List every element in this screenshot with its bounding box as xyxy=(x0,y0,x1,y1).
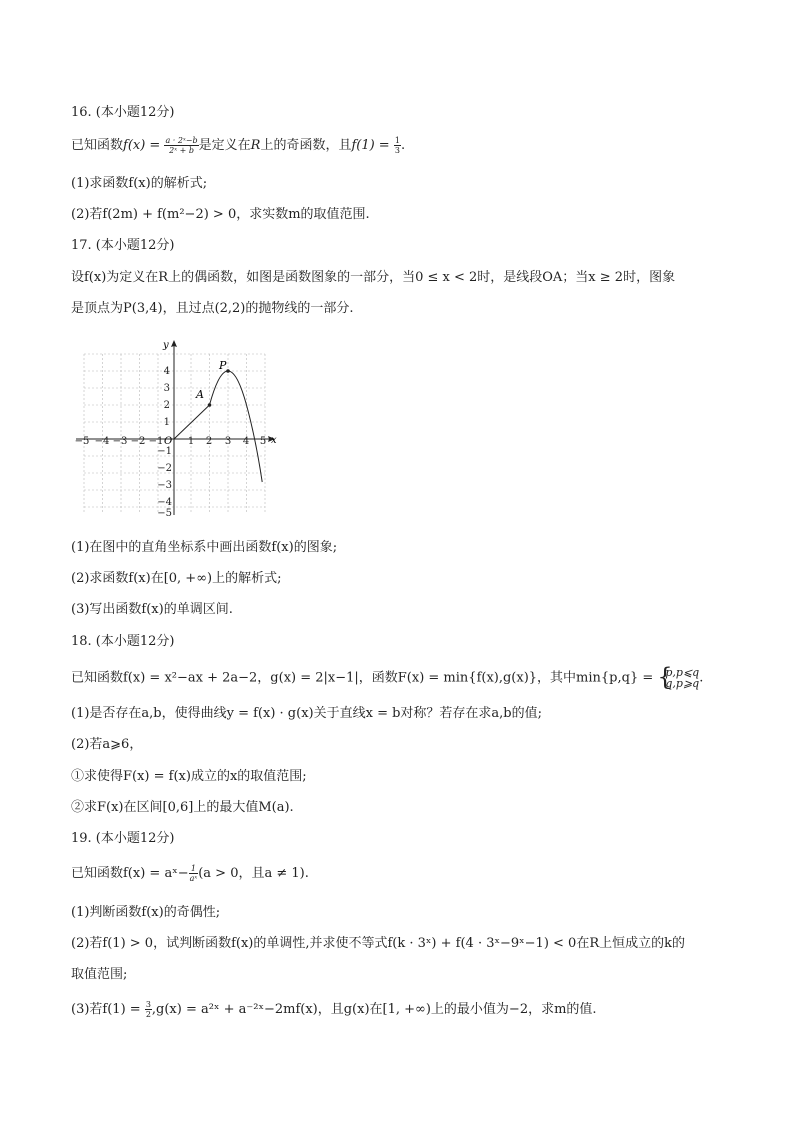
x-tick-label: −2 xyxy=(130,436,146,447)
x-tick-label: −4 xyxy=(94,436,110,447)
q16-frac-denominator: 2ˣ + b xyxy=(169,146,194,155)
y-tick-label: −4 xyxy=(157,497,172,508)
q19-part2-line1: (2)若f(1) > 0，试判断函数f(x)的单调性,并求使不等式f(k · 3ˣ) + f(4 · 3ˣ−9ˣ−1) < 0在R上恒成立的k的 xyxy=(71,936,685,951)
q17-part1: (1)在图中的直角坐标系中画出函数f(x)的图象; xyxy=(71,540,338,555)
origin-label: O xyxy=(164,436,173,447)
y-tick-label: 4 xyxy=(163,366,170,377)
q19-part3 xyxy=(71,1000,597,1020)
q16-part1: (1)求函数f(x)的解析式; xyxy=(71,176,208,191)
q17-part2: (2)求函数f(x)在[0, +∞)上的解析式; xyxy=(71,571,282,586)
q16-stem-f1: f(1) = xyxy=(351,138,394,153)
q19-stem-pre: 已知函数f(x) = aˣ− xyxy=(71,866,189,881)
q16-stem-mid: 是定义在 xyxy=(198,138,251,153)
x-tick-label: 2 xyxy=(205,436,213,447)
y-tick-label: 1 xyxy=(163,417,170,428)
q19-part1: (1)判断函数f(x)的奇偶性; xyxy=(71,905,221,920)
point-P-label: P xyxy=(219,359,227,372)
q16-stem-mid2: 上的奇函数，且 xyxy=(260,138,352,153)
q19-part3-pre: (3)若f(1) = xyxy=(71,1002,145,1017)
q19-part3-denominator: 2 xyxy=(145,1010,151,1019)
q18-part2: (2)若a⩾6， xyxy=(71,737,143,752)
y-tick-label: 3 xyxy=(163,383,170,394)
q19-stem xyxy=(71,864,309,884)
q19-part2-line2: 取值范围; xyxy=(71,967,128,982)
q18-stem xyxy=(71,667,703,689)
x-tick-label: 5 xyxy=(259,436,267,447)
q16-stem xyxy=(71,136,405,156)
q16-stem-R: R xyxy=(250,138,261,153)
q16-f1-numerator: 1 xyxy=(394,136,400,145)
q19-part3-fraction xyxy=(145,1000,152,1019)
q19-frac-numerator: 1 xyxy=(189,864,199,874)
x-tick-label: 4 xyxy=(242,436,250,447)
q16-fraction xyxy=(164,136,198,155)
point-A-marker xyxy=(208,403,212,407)
y-axis-label: y xyxy=(163,340,169,351)
q17-graph xyxy=(72,336,282,520)
x-tick-label: −3 xyxy=(112,436,128,447)
q18-case-2: q,p⩾q xyxy=(665,677,700,690)
x-tick-label: −5 xyxy=(74,436,90,447)
point-P-marker xyxy=(226,369,230,373)
q19-fraction xyxy=(189,864,199,883)
q18-part2a: ①求使得F(x) = f(x)成立的x的取值范围; xyxy=(71,769,307,784)
q16-part2: (2)若f(2m) + f(m²−2) > 0，求实数m的取值范围. xyxy=(71,207,370,222)
y-tick-label: 2 xyxy=(163,400,170,411)
q17-header: 17. (本小题12分) xyxy=(71,238,175,253)
point-A-label: A xyxy=(196,388,204,401)
q19-stem-post: (a > 0，且a ≠ 1). xyxy=(198,866,309,881)
q18-part2b: ②求F(x)在区间[0,6]上的最大值M(a). xyxy=(71,800,294,815)
q16-frac-numerator: a · 2ˣ−b xyxy=(165,136,198,145)
x-tick-label: −1 xyxy=(148,436,164,447)
q16-stem-fx: f(x) = xyxy=(123,138,165,153)
x-tick-label: 1 xyxy=(187,436,195,447)
q19-header: 19. (本小题12分) xyxy=(71,831,175,846)
q18-header: 18. (本小题12分) xyxy=(71,634,175,649)
q17-stem-line2: 是顶点为P(3,4)，且过点(2,2)的抛物线的一部分. xyxy=(71,301,354,316)
q18-stem-end: . xyxy=(699,670,704,686)
q18-case-1: { p,p⩽q xyxy=(665,666,700,679)
y-tick-label: −3 xyxy=(157,480,172,491)
q16-stem-pre: 已知函数 xyxy=(71,138,124,153)
parabola-curve xyxy=(210,371,263,482)
q17-part3: (3)写出函数f(x)的单调区间. xyxy=(71,602,233,617)
q16-f1-fraction xyxy=(394,136,401,155)
q17-stem-line1: 设f(x)为定义在R上的偶函数，如图是函数图象的一部分，当0 ≤ x < 2时，是线段OA；当x ≥ 2时，图象 xyxy=(71,270,676,285)
q16-f1-denominator: 3 xyxy=(394,146,400,155)
q18-min-cases xyxy=(657,667,699,689)
q19-frac-denominator: aˣ xyxy=(189,874,198,883)
y-tick-label: −1 xyxy=(157,446,172,457)
x-tick-label: 3 xyxy=(224,436,232,447)
x-axis-label: x xyxy=(271,435,277,446)
q19-part3-numerator: 3 xyxy=(145,1000,151,1009)
q16-stem-end: . xyxy=(400,138,406,153)
q18-stem-text: 已知函数f(x) = x²−ax + 2a−2，g(x) = 2|x−1|，函数F(x) = min{f(x),g(x)}，其中min{p,q} = xyxy=(71,670,658,686)
q18-part1: (1)是否存在a,b，使得曲线y = f(x) · g(x)关于直线x = b对称？若存在求a,b的值; xyxy=(71,706,542,721)
y-tick-label: −2 xyxy=(157,463,172,474)
q16-header: 16. (本小题12分) xyxy=(71,105,175,120)
q19-part3-post: ,g(x) = a²ˣ + a⁻²ˣ−2mf(x)，且g(x)在[1, +∞)上的最小值为−2，求m的值. xyxy=(151,1002,597,1017)
y-tick-label: −5 xyxy=(157,508,172,519)
y-axis-arrow xyxy=(171,340,177,347)
